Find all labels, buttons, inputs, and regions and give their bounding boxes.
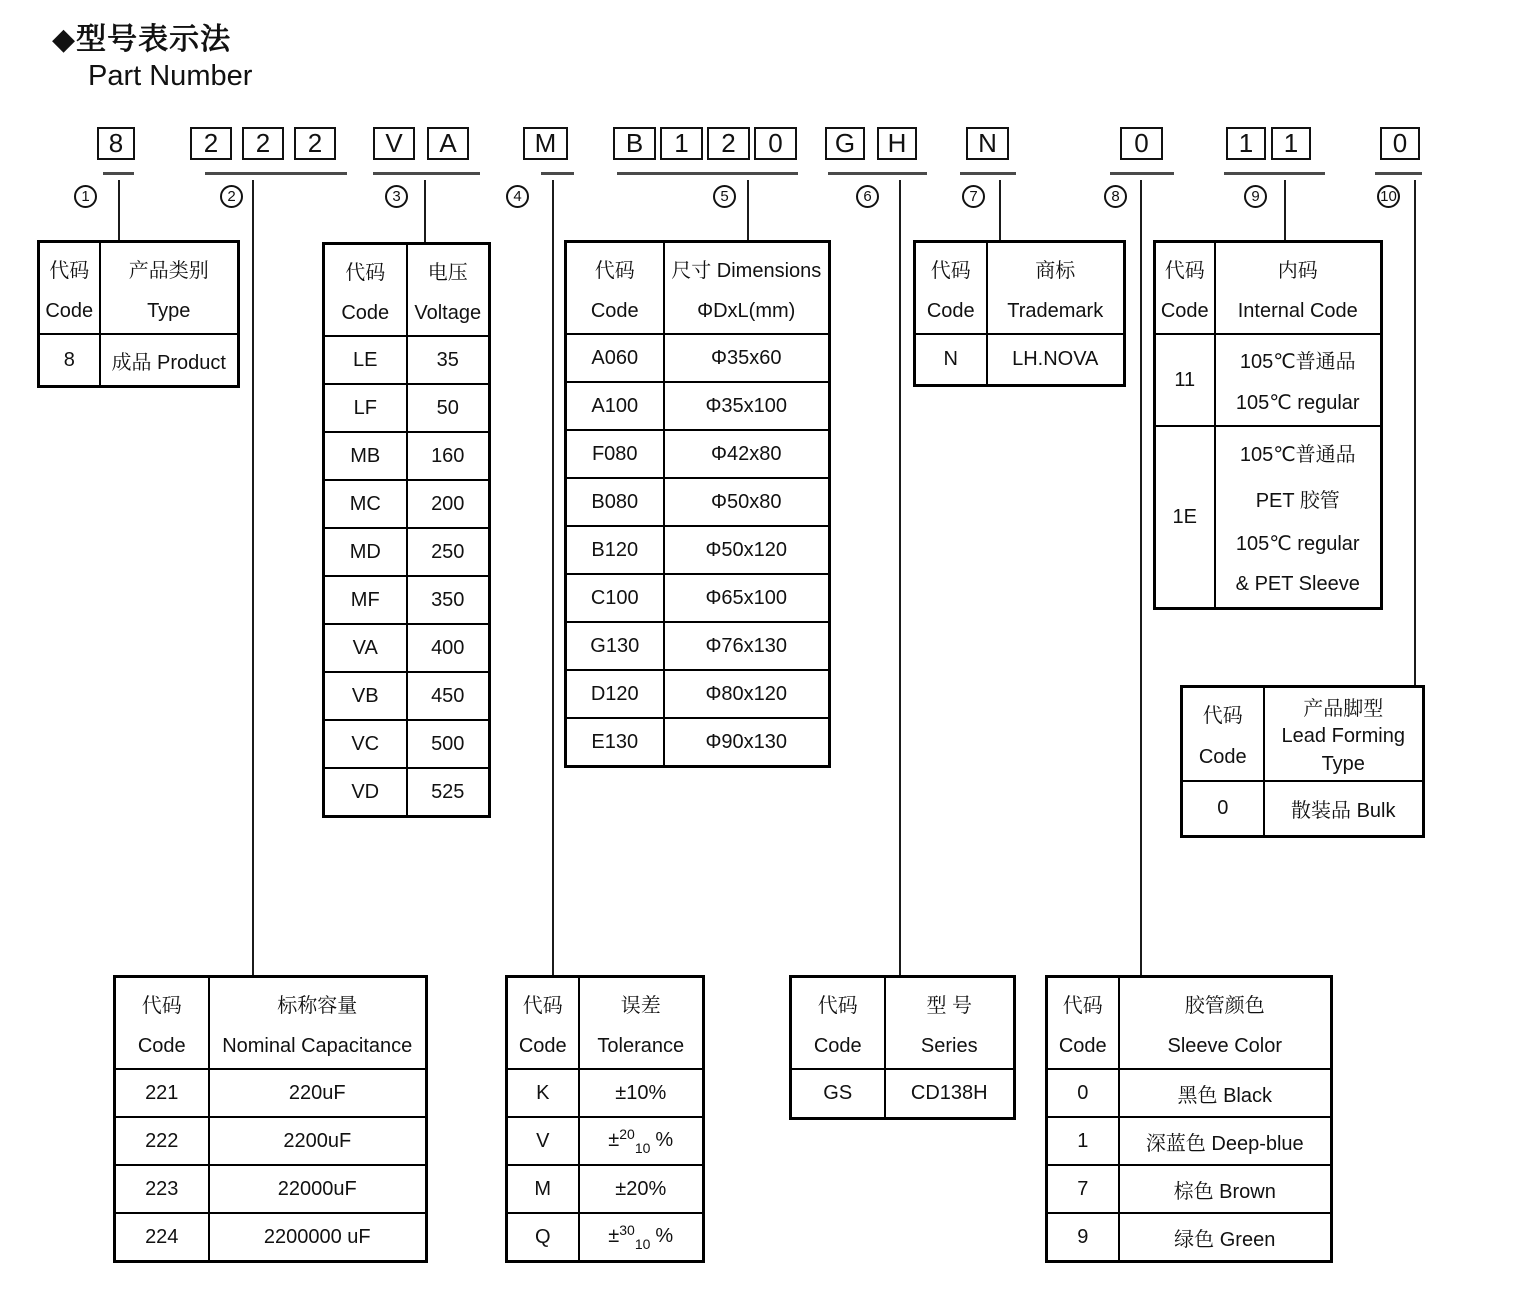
header-sleeve-color: 胶管颜色 Sleeve Color — [1119, 977, 1332, 1070]
series-table — [789, 975, 1016, 1120]
code-cell: 221 — [115, 1069, 209, 1117]
tolerance-table — [505, 975, 705, 1263]
table-row — [115, 1117, 427, 1165]
pn-char-box: 2 — [707, 127, 750, 160]
value-cell: ±$^{30}_{10}$ % — [579, 1213, 704, 1262]
lead-forming-table — [1180, 685, 1425, 838]
sleeve-color-table — [1045, 975, 1333, 1263]
code-cell: E130 — [566, 718, 664, 767]
code-cell: 1E — [1155, 426, 1215, 609]
header-code: 代码 Code — [115, 977, 209, 1070]
code-cell: B120 — [566, 526, 664, 574]
code-cell: C100 — [566, 574, 664, 622]
pn-char-box: 0 — [754, 127, 797, 160]
value-cell: Φ80x120 — [664, 670, 830, 718]
header-code: 代码 Code — [39, 242, 100, 335]
table-row — [566, 670, 830, 718]
table-row — [115, 1213, 427, 1262]
table-row — [915, 334, 1125, 386]
connector-line-8 — [1140, 180, 1142, 975]
header-code: 代码 Code — [1182, 687, 1264, 782]
underline-6 — [828, 172, 927, 175]
pn-char-box: N — [966, 127, 1009, 160]
code-cell: 222 — [115, 1117, 209, 1165]
header-code: 代码 Code — [791, 977, 885, 1070]
pn-char-box: 1 — [1271, 127, 1311, 160]
dimensions-table — [564, 240, 831, 768]
header-code: 代码 Code — [507, 977, 579, 1070]
value-cell: Φ50x120 — [664, 526, 830, 574]
value-cell: 350 — [407, 576, 490, 624]
value-cell: CD138H — [885, 1069, 1015, 1119]
value-cell: Φ50x80 — [664, 478, 830, 526]
code-cell: MF — [324, 576, 407, 624]
value-cell: ±20% — [579, 1165, 704, 1213]
header-capacitance: 标称容量 Nominal Capacitance — [209, 977, 427, 1070]
pn-group-8 — [1120, 127, 1163, 160]
pn-char-box: M — [523, 127, 568, 160]
table-row — [324, 672, 490, 720]
code-cell: VB — [324, 672, 407, 720]
underline-1 — [103, 172, 134, 175]
pn-group-4 — [523, 127, 568, 160]
connector-line-4 — [552, 180, 554, 975]
table-row — [507, 1165, 704, 1213]
header-code: 代码 Code — [1047, 977, 1119, 1070]
value-cell: 500 — [407, 720, 490, 768]
connector-line-6 — [899, 180, 901, 975]
table-row — [566, 334, 830, 382]
value-cell: 450 — [407, 672, 490, 720]
table-row — [566, 430, 830, 478]
pn-group-2 — [190, 127, 336, 160]
code-cell: A100 — [566, 382, 664, 430]
circle-number-1: 1 — [74, 185, 97, 208]
header-dimensions: 尺寸 Dimensions ΦDxL(mm) — [664, 242, 830, 335]
code-cell: G130 — [566, 622, 664, 670]
pn-group-3 — [373, 127, 469, 160]
value-cell: 深蓝色 Deep-blue — [1119, 1117, 1332, 1165]
table-row — [324, 336, 490, 384]
pn-group-6 — [825, 127, 917, 160]
table-row — [566, 382, 830, 430]
value-cell: Φ90x130 — [664, 718, 830, 767]
table-row — [324, 624, 490, 672]
table-row — [324, 432, 490, 480]
underline-4 — [541, 172, 574, 175]
code-cell: LE — [324, 336, 407, 384]
trademark-table — [913, 240, 1126, 387]
code-cell: 8 — [39, 334, 100, 387]
value-cell: 220uF — [209, 1069, 427, 1117]
connector-line-9 — [1284, 180, 1286, 240]
value-cell: ±10% — [579, 1069, 704, 1117]
value-cell: 黑色 Black — [1119, 1069, 1332, 1117]
internal-code-table — [1153, 240, 1383, 610]
table-row — [1047, 1069, 1332, 1117]
code-cell: VD — [324, 768, 407, 817]
code-cell: VC — [324, 720, 407, 768]
table-row — [1047, 1165, 1332, 1213]
pn-char-box: 2 — [242, 127, 284, 160]
value-cell: 105℃普通品 105℃ regular — [1215, 334, 1382, 426]
header-internal-code: 内码 Internal Code — [1215, 242, 1382, 335]
code-cell: VA — [324, 624, 407, 672]
pn-char-box: B — [613, 127, 656, 160]
circle-number-9: 9 — [1244, 185, 1267, 208]
circle-number-4: 4 — [506, 185, 529, 208]
header-code: 代码 Code — [1155, 242, 1215, 335]
code-cell: F080 — [566, 430, 664, 478]
value-cell: 105℃普通品 PET 胶管 105℃ regular & PET Sleeve — [1215, 426, 1382, 609]
header-tolerance: 误差 Tolerance — [579, 977, 704, 1070]
code-cell: D120 — [566, 670, 664, 718]
table-row — [324, 384, 490, 432]
code-cell: 223 — [115, 1165, 209, 1213]
header-lead-forming: 产品脚型 Lead Forming Type — [1264, 687, 1424, 782]
pn-char-box: G — [825, 127, 865, 160]
pn-char-box: 1 — [1226, 127, 1266, 160]
value-cell: 250 — [407, 528, 490, 576]
code-cell: 224 — [115, 1213, 209, 1262]
code-cell: K — [507, 1069, 579, 1117]
table-row — [1047, 1117, 1332, 1165]
table-row — [566, 478, 830, 526]
header-code: 代码 Code — [566, 242, 664, 335]
pn-group-9 — [1226, 127, 1311, 160]
value-cell: 22000uF — [209, 1165, 427, 1213]
underline-2 — [205, 172, 347, 175]
pn-group-7 — [966, 127, 1009, 160]
table-row — [324, 576, 490, 624]
value-cell: 200 — [407, 480, 490, 528]
table-row — [1155, 334, 1382, 426]
value-cell: 成品 Product — [100, 334, 239, 387]
value-cell: Φ76x130 — [664, 622, 830, 670]
value-cell: 2200uF — [209, 1117, 427, 1165]
header-code: 代码 Code — [915, 242, 987, 335]
connector-line-3 — [424, 180, 426, 242]
value-cell: 525 — [407, 768, 490, 817]
value-cell: Φ35x100 — [664, 382, 830, 430]
header-type: 产品类别 Type — [100, 242, 239, 335]
code-cell: GS — [791, 1069, 885, 1119]
table-row — [115, 1069, 427, 1117]
underline-5 — [617, 172, 798, 175]
table-row — [566, 718, 830, 767]
header-series: 型 号 Series — [885, 977, 1015, 1070]
pn-char-box: 8 — [97, 127, 135, 160]
code-cell: 9 — [1047, 1213, 1119, 1262]
pn-char-box: 2 — [190, 127, 232, 160]
connector-line-10 — [1414, 180, 1416, 685]
pn-char-box: A — [427, 127, 469, 160]
table-row — [324, 720, 490, 768]
code-cell: 7 — [1047, 1165, 1119, 1213]
value-cell: 160 — [407, 432, 490, 480]
code-cell: MD — [324, 528, 407, 576]
code-cell: Q — [507, 1213, 579, 1262]
circle-number-6: 6 — [856, 185, 879, 208]
table-row — [507, 1117, 704, 1165]
header-trademark: 商标 Trademark — [987, 242, 1125, 335]
value-cell: 棕色 Brown — [1119, 1165, 1332, 1213]
table-row — [324, 528, 490, 576]
pn-char-box: 2 — [294, 127, 336, 160]
code-cell: A060 — [566, 334, 664, 382]
header-code: 代码 Code — [324, 244, 407, 337]
value-cell: ±$^{20}_{10}$ % — [579, 1117, 704, 1165]
circle-number-2: 2 — [220, 185, 243, 208]
table-row — [566, 622, 830, 670]
page-title-zh: ◆型号表示法 — [52, 23, 232, 56]
code-cell: MB — [324, 432, 407, 480]
code-cell: 0 — [1182, 781, 1264, 837]
connector-line-1 — [118, 180, 120, 240]
circle-number-3: 3 — [385, 185, 408, 208]
code-cell: LF — [324, 384, 407, 432]
underline-7 — [960, 172, 1016, 175]
pn-group-1 — [97, 127, 135, 160]
value-cell: Φ35x60 — [664, 334, 830, 382]
code-cell: M — [507, 1165, 579, 1213]
circle-number-8: 8 — [1104, 185, 1127, 208]
value-cell: Φ42x80 — [664, 430, 830, 478]
capacitance-table — [113, 975, 428, 1263]
pn-char-box: 1 — [660, 127, 703, 160]
pn-char-box: 0 — [1380, 127, 1420, 160]
underline-10 — [1375, 172, 1422, 175]
code-cell: 11 — [1155, 334, 1215, 426]
table-row — [566, 526, 830, 574]
pn-char-box: H — [877, 127, 917, 160]
code-cell: 0 — [1047, 1069, 1119, 1117]
connector-line-7 — [999, 180, 1001, 240]
value-cell: LH.NOVA — [987, 334, 1125, 386]
code-cell: B080 — [566, 478, 664, 526]
value-cell: Φ65x100 — [664, 574, 830, 622]
table-row — [39, 334, 239, 387]
underline-3 — [373, 172, 480, 175]
code-cell: 1 — [1047, 1117, 1119, 1165]
underline-8 — [1110, 172, 1174, 175]
value-cell: 绿色 Green — [1119, 1213, 1332, 1262]
pn-group-5 — [613, 127, 797, 160]
code-cell: N — [915, 334, 987, 386]
value-cell: 400 — [407, 624, 490, 672]
underline-9 — [1224, 172, 1325, 175]
table-row — [1182, 781, 1424, 837]
table-row — [507, 1069, 704, 1117]
value-cell: 35 — [407, 336, 490, 384]
table-row — [324, 480, 490, 528]
value-cell: 散装品 Bulk — [1264, 781, 1424, 837]
table-row — [566, 574, 830, 622]
table-row — [324, 768, 490, 817]
table-row — [507, 1213, 704, 1262]
code-cell: V — [507, 1117, 579, 1165]
pn-char-box: 0 — [1120, 127, 1163, 160]
page-title-en: Part Number — [88, 60, 253, 92]
table-row — [1047, 1213, 1332, 1262]
pn-group-10 — [1380, 127, 1420, 160]
connector-line-2 — [252, 180, 254, 975]
table-row — [1155, 426, 1382, 609]
circle-number-5: 5 — [713, 185, 736, 208]
voltage-table — [322, 242, 491, 818]
pn-char-box: V — [373, 127, 415, 160]
product-type-table — [37, 240, 240, 388]
connector-line-5 — [747, 180, 749, 240]
code-cell: MC — [324, 480, 407, 528]
value-cell: 50 — [407, 384, 490, 432]
table-row — [115, 1165, 427, 1213]
circle-number-7: 7 — [962, 185, 985, 208]
circle-number-10: 10 — [1377, 185, 1400, 208]
header-voltage: 电压 Voltage — [407, 244, 490, 337]
table-row — [791, 1069, 1015, 1119]
value-cell: 2200000 uF — [209, 1213, 427, 1262]
